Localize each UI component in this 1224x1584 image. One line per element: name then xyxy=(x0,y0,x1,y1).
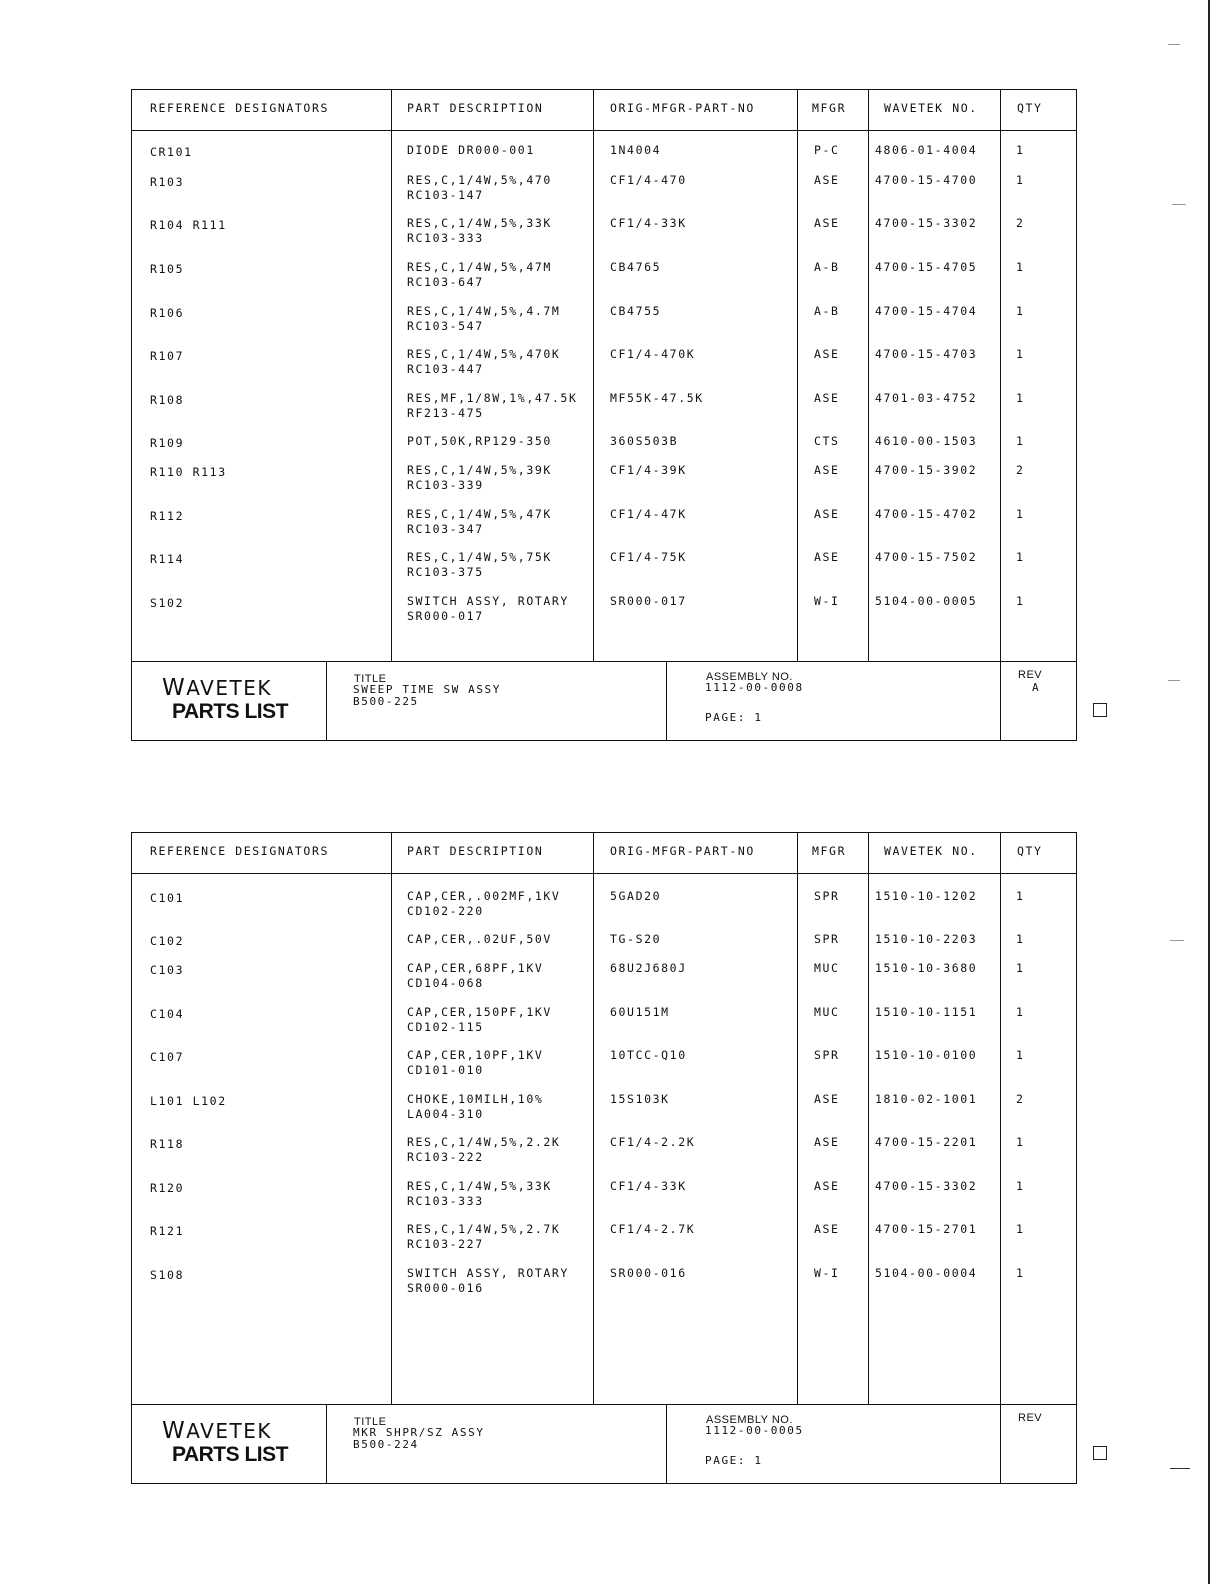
qty: 1 xyxy=(1016,961,1025,975)
qty: 2 xyxy=(1016,463,1025,477)
mfr-part-no: 68U2J680J xyxy=(610,961,687,975)
header-ref: REFERENCE DESIGNATORS xyxy=(150,101,329,115)
mfr-part-no: SR000-016 xyxy=(610,1266,687,1280)
column-divider xyxy=(1000,90,1001,661)
title-block-divider xyxy=(1000,1404,1001,1483)
mfr-part-no: CF1/4-75K xyxy=(610,550,687,564)
mfr-part-no: CB4765 xyxy=(610,260,662,274)
mfr-part-no: CF1/4-33K xyxy=(610,1179,687,1193)
parts-list-sheet-1 xyxy=(131,89,1077,741)
mfr-part-no: CF1/4-47K xyxy=(610,507,687,521)
ref-designator: R118 xyxy=(150,1137,185,1151)
ref-designator: C103 xyxy=(150,963,185,977)
mfgr: ASE xyxy=(814,507,840,521)
wavetek-no: 4700-15-4700 xyxy=(875,173,978,187)
assembly-no-label: ASSEMBLY NO. xyxy=(706,1414,793,1426)
mfgr: ASE xyxy=(814,1135,840,1149)
ref-designator: S108 xyxy=(150,1268,185,1282)
qty: 1 xyxy=(1016,434,1025,448)
checkbox-1[interactable] xyxy=(1093,703,1107,717)
part-description: CAP,CER,.002MF,1KV CD102-220 xyxy=(407,889,561,918)
title-block-divider xyxy=(666,1404,667,1483)
mfgr: ASE xyxy=(814,550,840,564)
header-wavetek-no: WAVETEK NO. xyxy=(884,101,978,115)
header-qty: QTY xyxy=(1017,844,1043,858)
ref-designator: C102 xyxy=(150,934,185,948)
wavetek-no: 4700-15-4705 xyxy=(875,260,978,274)
margin-tick xyxy=(1168,44,1180,45)
wavetek-no: 4610-00-1503 xyxy=(875,434,978,448)
scan-edge-line xyxy=(1208,0,1210,1584)
mfgr: CTS xyxy=(814,434,840,448)
title-label: TITLE xyxy=(354,1416,387,1428)
header-qty: QTY xyxy=(1017,101,1043,115)
header-mfgr: MFGR xyxy=(812,101,847,115)
parts-list-sheet-2 xyxy=(131,832,1077,1484)
assembly-no-label: ASSEMBLY NO. xyxy=(706,671,793,683)
qty: 1 xyxy=(1016,932,1025,946)
ref-designator: R108 xyxy=(150,393,185,407)
ref-designator: C107 xyxy=(150,1050,185,1064)
header-wavetek-no: WAVETEK NO. xyxy=(884,844,978,858)
margin-tick xyxy=(1170,940,1184,941)
part-description: CHOKE,10MILH,10% LA004-310 xyxy=(407,1092,544,1121)
ref-designator: R109 xyxy=(150,436,185,450)
part-description: CAP,CER,10PF,1KV CD101-010 xyxy=(407,1048,544,1077)
part-description: RES,C,1/4W,5%,2.7K RC103-227 xyxy=(407,1222,561,1251)
wavetek-logo: WAVETEK xyxy=(162,1418,272,1444)
part-description: POT,50K,RP129-350 xyxy=(407,434,552,448)
mfr-part-no: CF1/4-470 xyxy=(610,173,687,187)
rev-label: REV xyxy=(1018,669,1043,681)
title-block-divider xyxy=(666,661,667,740)
mfr-part-no: CB4755 xyxy=(610,304,662,318)
mfgr: P-C xyxy=(814,143,840,157)
rev-label: REV xyxy=(1018,1412,1043,1424)
mfr-part-no: 15S103K xyxy=(610,1092,670,1106)
mfgr: ASE xyxy=(814,347,840,361)
column-divider xyxy=(1000,833,1001,1404)
title-block xyxy=(132,661,1076,740)
mfr-part-no: SR000-017 xyxy=(610,594,687,608)
ref-designator: R103 xyxy=(150,175,185,189)
title-block-divider xyxy=(326,661,327,740)
title-block xyxy=(132,1404,1076,1483)
column-divider xyxy=(797,833,798,1404)
qty: 1 xyxy=(1016,347,1025,361)
ref-designator: R112 xyxy=(150,509,185,523)
part-description: RES,C,1/4W,5%,4.7M RC103-547 xyxy=(407,304,561,333)
wavetek-no: 5104-00-0004 xyxy=(875,1266,978,1280)
mfgr: SPR xyxy=(814,889,840,903)
mfgr: ASE xyxy=(814,1179,840,1193)
wavetek-no: 5104-00-0005 xyxy=(875,594,978,608)
parts-list-label: PARTS LIST xyxy=(172,700,288,723)
header-desc: PART DESCRIPTION xyxy=(407,844,544,858)
part-description: RES,C,1/4W,5%,39K RC103-339 xyxy=(407,463,552,492)
wavetek-no: 4700-15-3302 xyxy=(875,216,978,230)
wavetek-no: 4700-15-4704 xyxy=(875,304,978,318)
column-divider xyxy=(593,90,594,661)
column-divider xyxy=(391,90,392,661)
part-description: CAP,CER,.02UF,50V xyxy=(407,932,552,946)
mfr-part-no: CF1/4-2.7K xyxy=(610,1222,696,1236)
margin-tick xyxy=(1168,680,1180,681)
rev-value: A xyxy=(1032,681,1041,694)
part-description: RES,C,1/4W,5%,33K RC103-333 xyxy=(407,216,552,245)
mfgr: MUC xyxy=(814,961,840,975)
ref-designator: R107 xyxy=(150,349,185,363)
title-block-divider xyxy=(1000,661,1001,740)
margin-tick xyxy=(1172,204,1186,205)
wavetek-no: 4701-03-4752 xyxy=(875,391,978,405)
qty: 1 xyxy=(1016,391,1025,405)
qty: 1 xyxy=(1016,1048,1025,1062)
mfgr: A-B xyxy=(814,260,840,274)
qty: 2 xyxy=(1016,1092,1025,1106)
header-rule xyxy=(132,130,1076,131)
header-rule xyxy=(132,873,1076,874)
checkbox-2[interactable] xyxy=(1093,1446,1107,1460)
wavetek-no: 1510-10-0100 xyxy=(875,1048,978,1062)
mfgr: ASE xyxy=(814,216,840,230)
title-label: TITLE xyxy=(354,673,387,685)
mfr-part-no: CF1/4-33K xyxy=(610,216,687,230)
mfgr: SPR xyxy=(814,932,840,946)
assembly-title: MKR SHPR/SZ ASSY B500-224 xyxy=(353,1426,485,1451)
ref-designator: C104 xyxy=(150,1007,185,1021)
part-description: SWITCH ASSY, ROTARY SR000-016 xyxy=(407,1266,569,1295)
part-description: RES,C,1/4W,5%,2.2K RC103-222 xyxy=(407,1135,561,1164)
header-mfr-part: ORIG-MFGR-PART-NO xyxy=(610,101,755,115)
wavetek-no: 4806-01-4004 xyxy=(875,143,978,157)
wavetek-no: 4700-15-3302 xyxy=(875,1179,978,1193)
assembly-no: 1112-00-0005 xyxy=(705,1424,804,1437)
assembly-no: 1112-00-0008 xyxy=(705,681,804,694)
header-ref: REFERENCE DESIGNATORS xyxy=(150,844,329,858)
page-number: PAGE: 1 xyxy=(705,1454,763,1467)
header-mfr-part: ORIG-MFGR-PART-NO xyxy=(610,844,755,858)
header-mfgr: MFGR xyxy=(812,844,847,858)
qty: 1 xyxy=(1016,550,1025,564)
mfr-part-no: 10TCC-Q10 xyxy=(610,1048,687,1062)
assembly-title: SWEEP TIME SW ASSY B500-225 xyxy=(353,683,502,708)
wavetek-no: 4700-15-7502 xyxy=(875,550,978,564)
mfgr: ASE xyxy=(814,1092,840,1106)
column-divider xyxy=(797,90,798,661)
wavetek-no: 1810-02-1001 xyxy=(875,1092,978,1106)
ref-designator: R110 R113 xyxy=(150,465,227,479)
column-divider xyxy=(391,833,392,1404)
part-description: RES,C,1/4W,5%,47K RC103-347 xyxy=(407,507,552,536)
ref-designator: R104 R111 xyxy=(150,218,227,232)
ref-designator: L101 L102 xyxy=(150,1094,227,1108)
ref-designator: C101 xyxy=(150,891,185,905)
wavetek-no: 1510-10-3680 xyxy=(875,961,978,975)
mfgr: ASE xyxy=(814,391,840,405)
ref-designator: R114 xyxy=(150,552,185,566)
mfr-part-no: MF55K-47.5K xyxy=(610,391,704,405)
mfr-part-no: CF1/4-470K xyxy=(610,347,696,361)
mfgr: ASE xyxy=(814,1222,840,1236)
part-description: CAP,CER,68PF,1KV CD104-068 xyxy=(407,961,544,990)
qty: 1 xyxy=(1016,507,1025,521)
qty: 1 xyxy=(1016,1266,1025,1280)
part-description: SWITCH ASSY, ROTARY SR000-017 xyxy=(407,594,569,623)
header-desc: PART DESCRIPTION xyxy=(407,101,544,115)
column-divider xyxy=(868,833,869,1404)
qty: 1 xyxy=(1016,1005,1025,1019)
mfgr: W-I xyxy=(814,1266,840,1280)
mfgr: W-I xyxy=(814,594,840,608)
title-block-divider xyxy=(326,1404,327,1483)
part-description: RES,C,1/4W,5%,470K RC103-447 xyxy=(407,347,561,376)
qty: 1 xyxy=(1016,260,1025,274)
mfgr: MUC xyxy=(814,1005,840,1019)
ref-designator: R106 xyxy=(150,306,185,320)
page-number: PAGE: 1 xyxy=(705,711,763,724)
qty: 1 xyxy=(1016,173,1025,187)
part-description: RES,C,1/4W,5%,33K RC103-333 xyxy=(407,1179,552,1208)
part-description: RES,C,1/4W,5%,75K RC103-375 xyxy=(407,550,552,579)
wavetek-no: 4700-15-3902 xyxy=(875,463,978,477)
mfr-part-no: TG-S20 xyxy=(610,932,662,946)
ref-designator: CR101 xyxy=(150,145,193,159)
mfr-part-no: 60U151M xyxy=(610,1005,670,1019)
ref-designator: R105 xyxy=(150,262,185,276)
mfr-part-no: CF1/4-2.2K xyxy=(610,1135,696,1149)
mfgr: ASE xyxy=(814,173,840,187)
qty: 1 xyxy=(1016,1135,1025,1149)
mfr-part-no: 1N4004 xyxy=(610,143,662,157)
wavetek-no: 1510-10-1202 xyxy=(875,889,978,903)
qty: 2 xyxy=(1016,216,1025,230)
margin-tick xyxy=(1170,1468,1190,1469)
mfgr: A-B xyxy=(814,304,840,318)
wavetek-logo: WAVETEK xyxy=(162,675,272,701)
qty: 1 xyxy=(1016,1222,1025,1236)
part-description: CAP,CER,150PF,1KV CD102-115 xyxy=(407,1005,552,1034)
wavetek-no: 4700-15-2701 xyxy=(875,1222,978,1236)
qty: 1 xyxy=(1016,889,1025,903)
wavetek-no: 4700-15-4703 xyxy=(875,347,978,361)
part-description: RES,C,1/4W,5%,47M RC103-647 xyxy=(407,260,552,289)
qty: 1 xyxy=(1016,304,1025,318)
ref-designator: S102 xyxy=(150,596,185,610)
wavetek-no: 1510-10-1151 xyxy=(875,1005,978,1019)
qty: 1 xyxy=(1016,1179,1025,1193)
mfr-part-no: 360S503B xyxy=(610,434,679,448)
wavetek-no: 4700-15-2201 xyxy=(875,1135,978,1149)
ref-designator: R121 xyxy=(150,1224,185,1238)
parts-list-label: PARTS LIST xyxy=(172,1443,288,1466)
part-description: DIODE DR000-001 xyxy=(407,143,535,157)
qty: 1 xyxy=(1016,143,1025,157)
part-description: RES,MF,1/8W,1%,47.5K RF213-475 xyxy=(407,391,578,420)
mfr-part-no: CF1/4-39K xyxy=(610,463,687,477)
qty: 1 xyxy=(1016,594,1025,608)
mfgr: ASE xyxy=(814,463,840,477)
column-divider xyxy=(593,833,594,1404)
mfgr: SPR xyxy=(814,1048,840,1062)
ref-designator: R120 xyxy=(150,1181,185,1195)
part-description: RES,C,1/4W,5%,470 RC103-147 xyxy=(407,173,552,202)
wavetek-no: 4700-15-4702 xyxy=(875,507,978,521)
mfr-part-no: 5GAD20 xyxy=(610,889,662,903)
column-divider xyxy=(868,90,869,661)
wavetek-no: 1510-10-2203 xyxy=(875,932,978,946)
